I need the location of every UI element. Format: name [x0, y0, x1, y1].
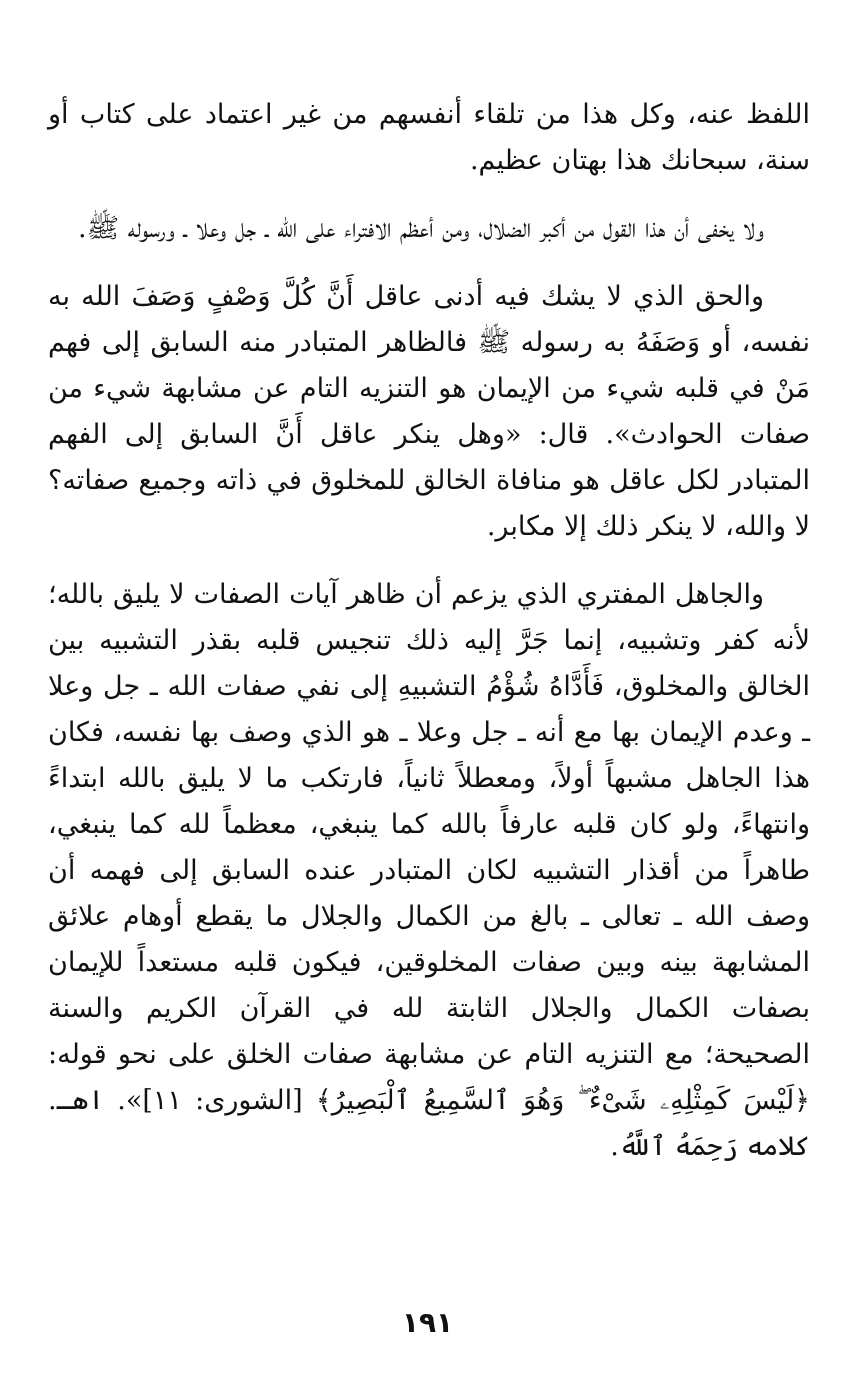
paragraph-1: اللفظ عنه، وكل هذا من تلقاء أنفسهم من غير اعتماد على كتاب أو سنة، سبحانك هذا بهتان عظيم. [48, 99, 810, 176]
page-body [48, 92, 810, 1170]
page-number: ١٩١ [401, 1306, 454, 1339]
paragraph-2: ولا يخفى أن هذا القول من أكبر الضلال، ومن أعظم الافتراء على الله ـ جل وعلا ـ ورسوله ﷺ. [77, 213, 764, 244]
paragraph-4: والجاهل المفتري الذي يزعم أن ظاهر آيات الصفات لا يليق بالله؛ لأنه كفر وتشبيه، إنما جَرَّ إليه ذلك تنجيس قلبه بقذر التشبيه بين الخالق والمخلوق، فَأَدَّاهُ شُؤْمُ التشبيهِ إلى نفي صفات الله ـ جل وعلا ـ وعدم الإيمان بها مع أنه ـ جل وعلا ـ هو الذي وصف بها نفسه، فكان هذا الجاهل مشبهاً أولاً، ومعطلاً ثانياً، فارتكب ما لا يليق بالله ابتداءً وانتهاءً، ولو كان قلبه عارفاً بالله كما ينبغي، معظماً لله كما ينبغي، طاهراً من أقذار التشبيه لكان المتبادر عنده السابق إلى فهمه أن وصف الله ـ تعالى ـ بالغ من الكمال والجلال ما يقطع أوهام علائق المشابهة بينه وبين صفات المخلوقين، فيكون قلبه مستعداً للإيمان بصفات الكمال والجلال الثابتة لله في القرآن الكريم والسنة الصحيحة؛ مع التنزيه التام عن مشابهة صفات الخلق على نحو قوله: ﴿لَيْسَ كَمِثْلِهِۦ شَىْءٌ ۖ وَهُوَ ٱلسَّمِيعُ ٱلْبَصِيرُ﴾ [الشورى: ١١]». اهـ. كلامه رَحِمَهُ ٱللَّهُ. [48, 579, 810, 1162]
paragraph-3: والحق الذي لا يشك فيه أدنى عاقل أَنَّ كُلَّ وَصْفٍ وَصَفَ الله به نفسه، أو وَصَفَهُ به رسوله ﷺ فالظاهر المتبادر منه السابق إلى فهم مَنْ في قلبه شيء من الإيمان هو التنزيه التام عن مشابهة شيء من صفات الحوادث». قال: «وهل ينكر عاقل أَنَّ السابق إلى الفهم المتبادر لكل عاقل هو منافاة الخالق للمخلوق في ذاته وجميع صفاته؟ لا والله، لا ينكر ذلك إلا مكابر. [48, 281, 810, 542]
